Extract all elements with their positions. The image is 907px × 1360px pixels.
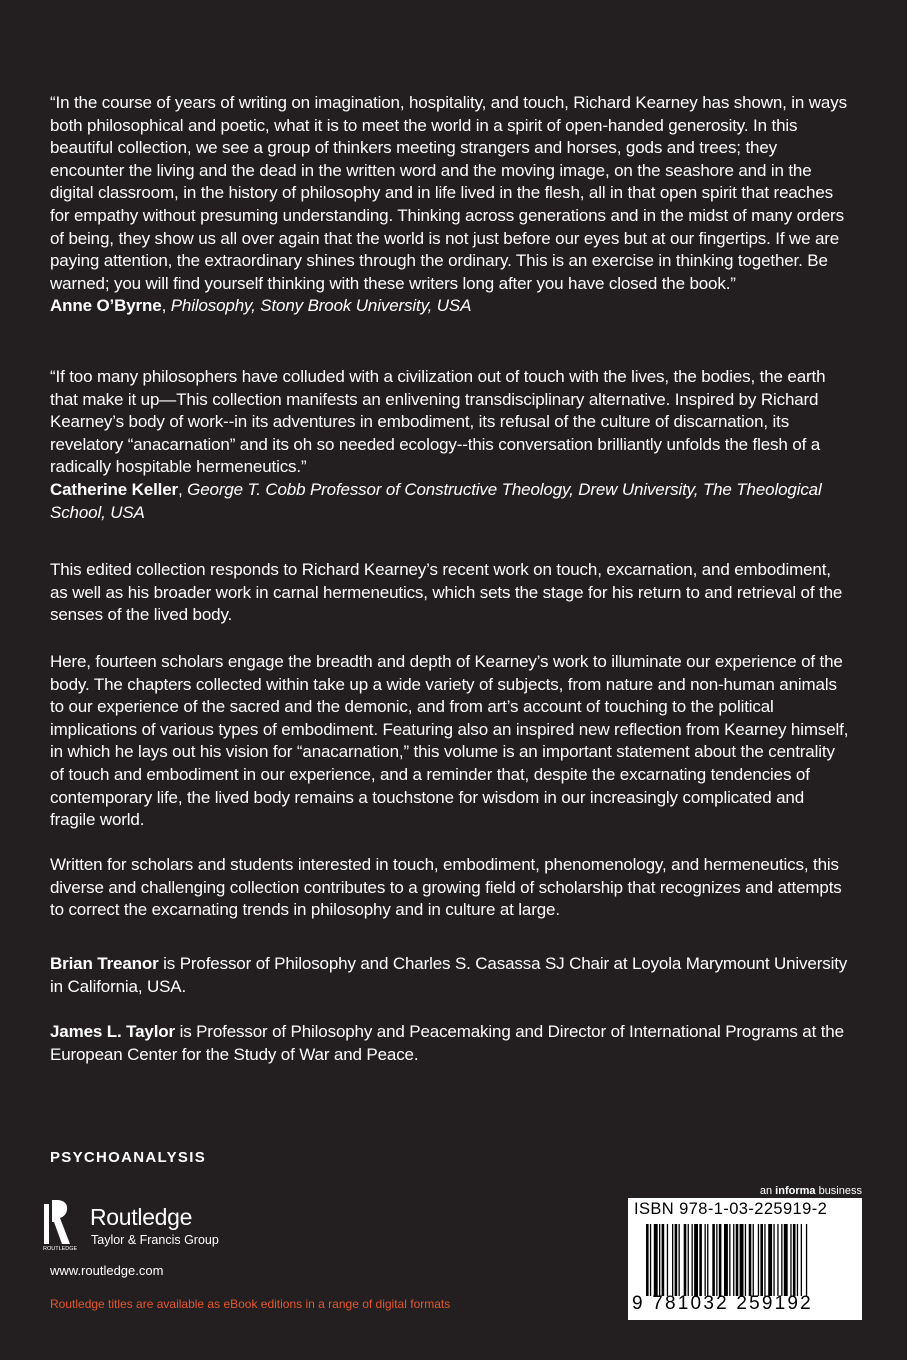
barcode-digits: 9 781032 259192 bbox=[632, 1293, 813, 1314]
routledge-logo-icon bbox=[38, 1198, 78, 1254]
barcode-bars-icon bbox=[646, 1224, 854, 1296]
barcode-bar bbox=[724, 1224, 728, 1296]
informa-tagline: an informa business bbox=[759, 1185, 862, 1197]
barcode-bar bbox=[790, 1224, 791, 1296]
barcode-bar bbox=[749, 1224, 752, 1296]
quote-author: Catherine Keller bbox=[50, 479, 178, 499]
description-paragraph-3: Written for scholars and students interested in touch, embodiment, phenomenology, and hermeneutics, this diverse and challenging collection contributes to a growing field of scholarship that recognizes and attempts to correct the excarnating trends in philosophy and in culture at large. bbox=[50, 855, 842, 920]
editor-name: Brian Treanor bbox=[50, 954, 159, 973]
barcode-bar bbox=[801, 1224, 802, 1296]
barcode-bar bbox=[650, 1224, 651, 1296]
logo-vertical-text: ROUTLEDGE bbox=[43, 1246, 78, 1252]
barcode-bar bbox=[793, 1224, 796, 1296]
barcode-bar bbox=[694, 1224, 698, 1296]
barcode-bar bbox=[688, 1224, 689, 1296]
publisher-name: Routledge bbox=[90, 1204, 193, 1230]
barcode-bar bbox=[716, 1224, 717, 1296]
barcode-bar bbox=[729, 1224, 730, 1296]
barcode-bar bbox=[654, 1224, 658, 1296]
description-paragraph-2: Here, fourteen scholars engage the breadth and depth of Kearney’s work to illuminate our experience of the body. The chapters collected within take up a wide variety of subjects, from nature and non-human animals to our experience of the sacred and the demonic, and from art’s account of touching to the political implications of various types of embodiment. Featuring also an inspired new reflection from Kearney himself, in which he lays out his vision for “anacarnation,” this volume is an important statement about the centrality of touch and embodiment in our experience, and a reminder that, despite the excarnating tendencies of contemporary life, the lived body remains a touchstone for wisdom in our increasingly complicated and fragile world. bbox=[50, 652, 849, 830]
barcode-bar bbox=[736, 1224, 739, 1296]
endorsement-quote-1 bbox=[50, 92, 850, 318]
isbn-label: ISBN 978-1-03-225919-2 bbox=[634, 1200, 828, 1218]
barcode-bar bbox=[764, 1224, 765, 1296]
barcode-bar bbox=[806, 1224, 807, 1296]
barcode-bar bbox=[659, 1224, 660, 1296]
barcode-bar bbox=[773, 1224, 774, 1296]
quote-attribution: Catherine Keller, George T. Cobb Professor of Constructive Theology, Drew University, The Theological School, USA bbox=[50, 479, 822, 522]
barcode-bar bbox=[705, 1224, 706, 1296]
subject-category: PSYCHOANALYSIS bbox=[50, 1149, 207, 1166]
barcode-bar bbox=[777, 1224, 778, 1296]
publisher-website[interactable]: www.routledge.com bbox=[50, 1263, 164, 1278]
barcode-bar bbox=[758, 1224, 759, 1296]
publisher-logo bbox=[38, 1198, 298, 1254]
barcode-bar bbox=[745, 1224, 746, 1296]
barcode-bar bbox=[692, 1224, 693, 1296]
barcode-bar bbox=[672, 1224, 673, 1296]
barcode-bar bbox=[684, 1224, 687, 1296]
barcode-bar bbox=[719, 1224, 722, 1296]
barcode-bar bbox=[699, 1224, 702, 1296]
endorsement-quote-2 bbox=[50, 366, 850, 524]
barcode-bar bbox=[679, 1224, 680, 1296]
barcode-bar bbox=[760, 1224, 763, 1296]
editor-name: James L. Taylor bbox=[50, 1022, 175, 1041]
editor-bio-text: is Professor of Philosophy and Peacemaking and Director of International Programs at the European Center for the Study of War and Peace. bbox=[50, 1022, 844, 1064]
quote-text: “If too many philosophers have colluded with a civilization out of touch with the lives, the bodies, the earth that make it up—This collection manifests an enlivening transdisciplinary alternative. Inspired by Richard Kearney’s body of work--in its adventures in embodiment, its refusal of the culture of discarnation, its revelatory “anacarnation” and its oh so needed ecology--this conversation brilliantly unfolds the flesh of a radically hospitable hermeneutics.” bbox=[50, 367, 826, 477]
editor-bio-2 bbox=[50, 1021, 850, 1066]
barcode-bar bbox=[797, 1224, 798, 1296]
barcode-bar bbox=[784, 1224, 788, 1296]
barcode-bar bbox=[733, 1224, 734, 1296]
barcode-bar bbox=[768, 1224, 772, 1296]
quote-affiliation: George T. Cobb Professor of Constructive Theology, Drew University, The Theological School, USA bbox=[50, 479, 822, 522]
isbn-barcode bbox=[628, 1198, 862, 1320]
informa-brand: informa bbox=[775, 1185, 816, 1197]
barcode-bar bbox=[707, 1224, 708, 1296]
barcode-bar bbox=[675, 1224, 678, 1296]
publisher-group: Taylor & Francis Group bbox=[91, 1233, 219, 1247]
barcode-bar bbox=[662, 1224, 665, 1296]
editor-bio-text: is Professor of Philosophy and Charles S. Casassa SJ Chair at Loyola Marymount University in California, USA. bbox=[50, 954, 848, 996]
quote-affiliation: Philosophy, Stony Brook University, USA bbox=[170, 296, 472, 316]
barcode-bar bbox=[781, 1224, 782, 1296]
barcode-bar bbox=[753, 1224, 754, 1296]
quote-attribution: Anne O’Byrne, Philosophy, Stony Brook University, USA bbox=[50, 296, 472, 316]
description-paragraph-1: This edited collection responds to Richard Kearney’s recent work on touch, excarnation, and embodiment, as well as his broader work in carnal hermeneutics, which sets the stage for his return to and retrieval of the senses of the lived body. bbox=[50, 560, 843, 625]
barcode-bar bbox=[646, 1224, 649, 1296]
editor-bio-1 bbox=[50, 953, 850, 998]
quote-text: “In the course of years of writing on imagination, hospitality, and touch, Richard Kearney has shown, in ways both philosophical and poetic, what it is to meet the world in a spirit of open-handed generosity. In this beautiful collection, we see a group of thinkers meeting strangers and horses, gods and trees; they encounter the living and the dead in the written word and the moving image, on the seashore and in the digital classroom, in the history of philosophy and in life lived in the flesh, all in that open spirit that reaches for empathy without presuming understanding. Thinking across generations and in the midst of many orders of being, they show us all over again that the world is not just before our eyes but at our fingertips. If we are paying attention, the extraordinary shines through the ordinary. This is an exercise in thinking together. Be warned; you will find yourself thinking with these writers long after you have closed the book.” bbox=[50, 93, 847, 293]
barcode-bar bbox=[667, 1224, 668, 1296]
ebook-availability-note: Routledge titles are available as eBook editions in a range of digital formats bbox=[50, 1297, 451, 1311]
quote-author: Anne O’Byrne bbox=[50, 296, 162, 316]
barcode-bar bbox=[740, 1224, 744, 1296]
barcode-bar bbox=[712, 1224, 715, 1296]
